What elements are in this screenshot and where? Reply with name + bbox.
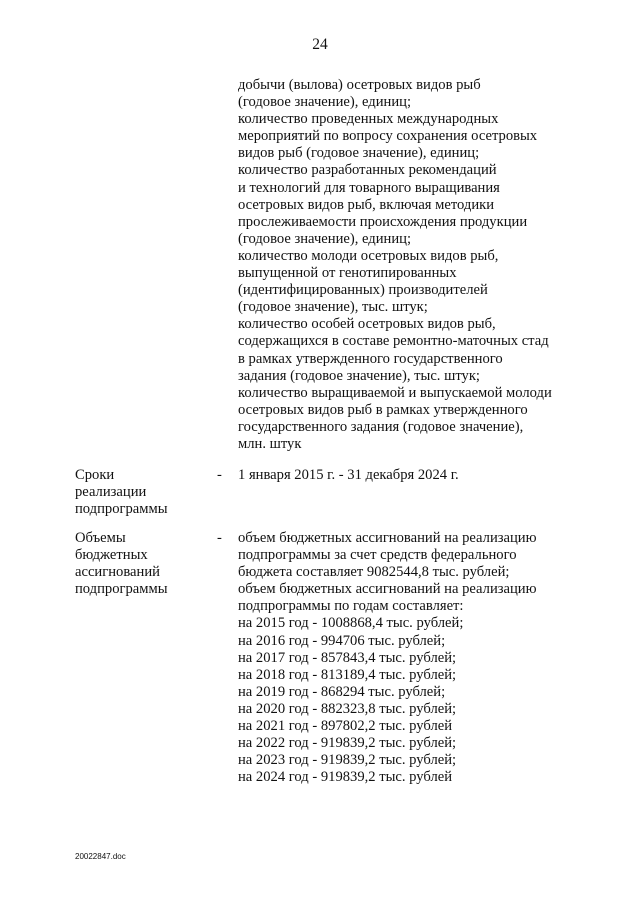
year-amount-line: на 2023 год - 919839,2 тыс. рублей; [238,752,457,769]
text-line: количество особей осетровых видов рыб, [238,316,496,333]
text-line: бюджета составляет 9082544,8 тыс. рублей; [238,564,510,581]
label-line: Объемы [75,530,126,546]
text-line: и технологий для товарного выращивания [238,179,500,196]
text-line: количество разработанных рекомендаций [238,162,497,179]
text-line: государственного задания (годовое значение), [238,418,524,435]
indicators-continuation [238,77,552,453]
text-line: (годовое значение), тыс. штук; [238,299,428,316]
text-line: содержащихся в составе ремонтно-маточных стад [238,333,549,350]
text-line: осетровых видов рыб, включая методики [238,196,495,213]
text-line: видов рыб (годовое значение), единиц; [238,145,480,162]
text-line: подпрограммы за счет средств федерального [238,547,517,564]
funding-text [238,530,537,786]
text-line: количество выращиваемой и выпускаемой молоди [238,384,552,401]
text-line: (годовое значение), единиц; [238,94,412,111]
text-line: осетровых видов рыб в рамках утвержденного [238,401,528,418]
text-line: выпущенной от генотипированных [238,265,457,282]
page-number: 24 [312,36,328,53]
funding-dash: - [217,530,222,546]
text-line: в рамках утвержденного государственного [238,350,503,367]
text-line: количество молоди осетровых видов рыб, [238,247,499,264]
year-amount-line: на 2017 год - 857843,4 тыс. рублей; [238,649,457,666]
text-line: млн. штук [238,435,302,452]
label-line: подпрограммы [75,581,168,598]
year-amount-line: на 2021 год - 897802,2 тыс. рублей [238,718,453,735]
text-line: добычи (вылова) осетровых видов рыб [238,77,481,93]
label-line: подпрограммы [75,501,168,518]
footer-filename: 20022847.doc [75,852,126,861]
year-amount-line: на 2022 год - 919839,2 тыс. рублей; [238,735,457,752]
year-amount-line: на 2024 год - 919839,2 тыс. рублей [238,769,453,786]
label-line: бюджетных [75,547,148,564]
year-amount-line: на 2015 год - 1008868,4 тыс. рублей; [238,615,464,632]
year-amount-line: на 2018 год - 813189,4 тыс. рублей; [238,666,457,683]
funding-label [75,530,168,598]
year-amount-line: на 2016 год - 994706 тыс. рублей; [238,632,446,649]
text-line: (идентифицированных) производителей [238,282,488,299]
text-line: задания (годовое значение), тыс. штук; [238,367,480,384]
text-line: подпрограммы по годам составляет: [238,598,464,615]
text-line: объем бюджетных ассигнований на реализацию [238,530,537,546]
year-amount-line: на 2020 год - 882323,8 тыс. рублей; [238,700,457,717]
text-line: количество проведенных международных [238,111,499,128]
text-line: (годовое значение), единиц; [238,230,412,247]
label-line: Сроки [75,467,115,483]
label-line: ассигнований [75,564,160,581]
year-amount-line: на 2019 год - 868294 тыс. рублей; [238,683,446,700]
text-line: прослеживаемости происхождения продукции [238,213,528,230]
period-value: 1 января 2015 г. - 31 декабря 2024 г. [238,467,459,483]
text-line: мероприятий по вопросу сохранения осетровых [238,128,538,145]
label-line: реализации [75,484,147,501]
period-dash: - [217,467,222,483]
text-line: объем бюджетных ассигнований на реализацию [238,581,537,598]
period-label [75,467,168,518]
